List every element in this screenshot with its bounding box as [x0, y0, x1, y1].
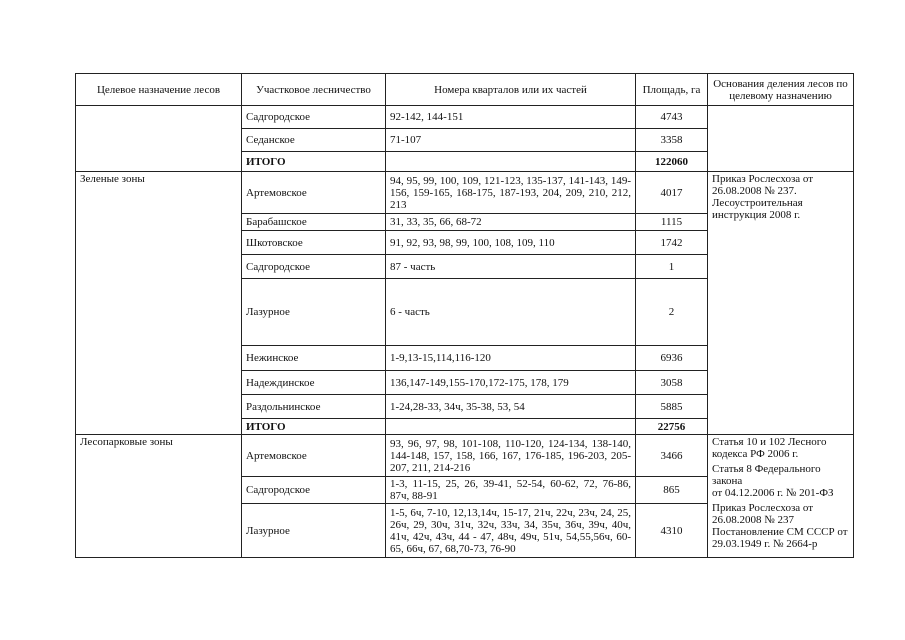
quarters-cell: 71-107 [386, 129, 636, 152]
forestry-cell: Лазурное [242, 504, 386, 558]
total-label: ИТОГО [242, 419, 386, 435]
quarters-cell: 31, 33, 35, 66, 68-72 [386, 214, 636, 231]
quarters-cell: 1-9,13-15,114,116-120 [386, 346, 636, 371]
area-cell: 1115 [636, 214, 708, 231]
forestry-cell: Барабашское [242, 214, 386, 231]
forestry-cell: Седанское [242, 129, 386, 152]
basis-line: Постановление СМ СССР от 29.03.1949 г. № 2664-р [712, 526, 848, 550]
basis-line: Приказ Рослесхоза от 26.08.2008 № 237 [712, 502, 814, 526]
total-value: 22756 [636, 419, 708, 435]
forestry-cell: Садгородское [242, 255, 386, 279]
quarters-cell: 94, 95, 99, 100, 109, 121-123, 135-137, 141-143, 149-156, 159-165, 168-175, 187-193, 204, 209, 210, 212, 213 [386, 172, 636, 214]
quarters-cell: 1-5, 6ч, 7-10, 12,13,14ч, 15-17, 21ч, 22ч, 23ч, 24, 25, 26ч, 29, 30ч, 31ч, 32ч, 33ч, 34, 35ч, 36ч, 39ч, 40ч, 41ч, 42ч, 43ч, 44 - 47, 48ч, 49ч, 51ч, 54,55,56ч, 60-65, 66ч, 67, 68,70-73, 76-90 [386, 504, 636, 558]
quarters-cell: 93, 96, 97, 98, 101-108, 110-120, 124-134, 138-140, 144-148, 157, 158, 166, 167, 176-185, 196-203, 205-207, 211, 214-216 [386, 435, 636, 477]
forestry-cell: Шкотовское [242, 231, 386, 255]
area-cell: 1742 [636, 231, 708, 255]
quarters-cell: 91, 92, 93, 98, 99, 100, 108, 109, 110 [386, 231, 636, 255]
area-cell: 4310 [636, 504, 708, 558]
header-basis: Основания деления лесов по целевому назначению [708, 74, 854, 106]
forest-purpose-table [75, 73, 854, 558]
empty-cell [386, 419, 636, 435]
basis-line: от 04.12.2006 г. № 201-ФЗ [712, 487, 834, 499]
forestry-cell: Садгородское [242, 477, 386, 504]
quarters-cell: 1-3, 11-15, 25, 26, 39-41, 52-54, 60-62, 72, 76-86, 87ч, 88-91 [386, 477, 636, 504]
forestry-cell: Артемовское [242, 435, 386, 477]
quarters-cell: 136,147-149,155-170,172-175, 178, 179 [386, 371, 636, 395]
table-row [76, 172, 854, 214]
empty-cell [386, 152, 636, 172]
table-row [76, 435, 854, 477]
quarters-cell: 6 - часть [386, 279, 636, 346]
area-cell: 3466 [636, 435, 708, 477]
basis-line: Статья 8 Федерального закона [712, 463, 821, 487]
basis-line: Статья 10 и 102 Лесного кодекса РФ 2006 г. [712, 436, 827, 460]
header-forestry: Участковое лесничество [242, 74, 386, 106]
area-cell: 3358 [636, 129, 708, 152]
area-cell: 865 [636, 477, 708, 504]
basis-cell [708, 106, 854, 172]
purpose-cell: Лесопарковые зоны [76, 435, 242, 558]
area-cell: 4743 [636, 106, 708, 129]
forestry-cell: Раздольнинское [242, 395, 386, 419]
quarters-cell: 1-24,28-33, 34ч, 35-38, 53, 54 [386, 395, 636, 419]
area-cell: 5885 [636, 395, 708, 419]
header-purpose: Целевое назначение лесов [76, 74, 242, 106]
area-cell: 2 [636, 279, 708, 346]
forestry-cell: Надеждинское [242, 371, 386, 395]
purpose-cell [76, 106, 242, 172]
table-row [76, 106, 854, 129]
quarters-cell: 92-142, 144-151 [386, 106, 636, 129]
area-cell: 3058 [636, 371, 708, 395]
header-quarters: Номера кварталов или их частей [386, 74, 636, 106]
area-cell: 1 [636, 255, 708, 279]
forestry-cell: Садгородское [242, 106, 386, 129]
forestry-cell: Лазурное [242, 279, 386, 346]
forestry-cell: Артемовское [242, 172, 386, 214]
total-value: 122060 [636, 152, 708, 172]
basis-cell: Приказ Рослесхоза от 26.08.2008 № 237. Лесоустроительная инструкция 2008 г. [708, 172, 854, 435]
purpose-cell: Зеленые зоны [76, 172, 242, 435]
quarters-cell: 87 - часть [386, 255, 636, 279]
total-label: ИТОГО [242, 152, 386, 172]
area-cell: 6936 [636, 346, 708, 371]
header-row [76, 74, 854, 106]
area-cell: 4017 [636, 172, 708, 214]
basis-cell [708, 435, 854, 558]
header-area: Площадь, га [636, 74, 708, 106]
forestry-cell: Нежинское [242, 346, 386, 371]
